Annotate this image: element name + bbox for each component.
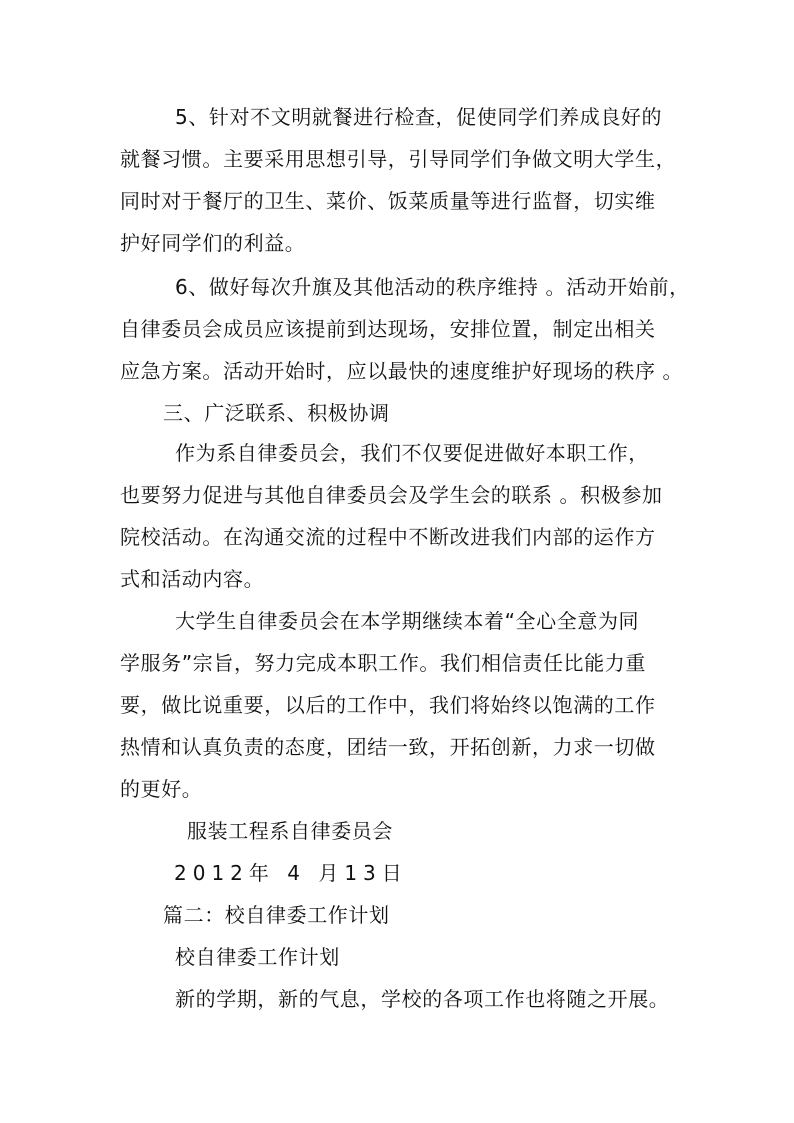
text-line: 式和活动内容。 — [120, 567, 265, 591]
text-line: 的更好。 — [120, 777, 203, 801]
text-line: 应急方案。活动开始时，应以最快的速度维护好现场的秩序 。 — [120, 359, 684, 383]
text-line: 5、针对不文明就餐进行检查，促使同学们养成良好的 — [175, 105, 663, 129]
text-line: 学服务”宗旨，努力完成本职工作。我们相信责任比能力重 — [120, 651, 646, 675]
text-line: 要，做比说重要，以后的工作中，我们将始终以饱满的工作 — [120, 693, 656, 717]
signature-date: 2012年 4 月13日 — [174, 861, 408, 885]
section-heading: 三、广泛联系、积极协调 — [163, 401, 390, 425]
text-line: 自律委员会成员应该提前到达现场，安排位置，制定出相关 — [120, 317, 656, 341]
text-line: 同时对于餐厅的卫生、菜价、饭菜质量等进行监督，切实维 — [120, 189, 656, 213]
section-heading: 篇二：校自律委工作计划 — [163, 903, 390, 927]
text-line: 也要努力促进与其他自律委员会及学生会的联系 。积极参加 — [120, 483, 663, 507]
text-line: 热情和认真负责的态度，团结一致，开拓创新，力求一切做 — [120, 735, 656, 759]
text-line: 院校活动。在沟通交流的过程中不断改进我们内部的运作方 — [120, 525, 656, 549]
document-title: 校自律委工作计划 — [175, 945, 340, 969]
text-line: 6、做好每次升旗及其他活动的秩序维持 。活动开始前， — [175, 275, 690, 299]
text-line: 大学生自律委员会在本学期继续本着“全心全意为同 — [175, 609, 640, 633]
signature-organization: 服装工程系自律委员会 — [187, 819, 393, 843]
text-line: 新的学期，新的气息，学校的各项工作也将随之开展。 — [175, 987, 670, 1011]
text-line: 就餐习惯。主要采用思想引导，引导同学们争做文明大学生， — [120, 147, 677, 171]
text-line: 作为系自律委员会，我们不仅要促进做好本职工作， — [175, 441, 649, 465]
text-line: 护好同学们的利益。 — [120, 231, 306, 255]
